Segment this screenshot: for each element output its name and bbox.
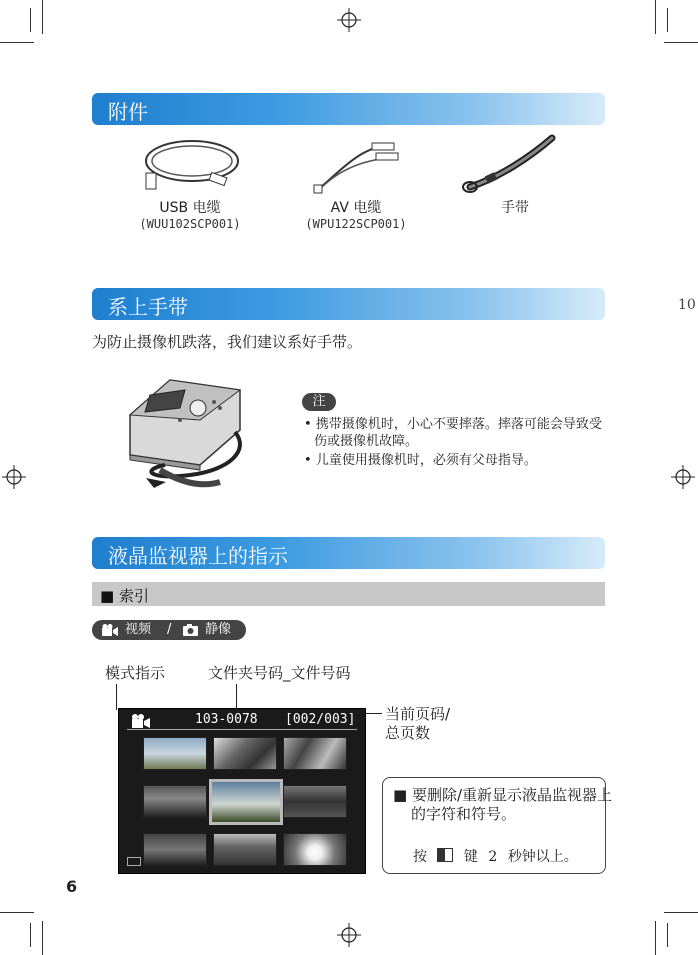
crop-mark — [30, 923, 31, 947]
mode-tab — [92, 620, 246, 640]
mode-tab-separator: / — [167, 622, 172, 637]
wrist-strap-icon — [460, 132, 560, 197]
page-indicator: [002/003] — [285, 712, 356, 727]
crop-mark — [0, 42, 34, 43]
section-header-lcd — [92, 537, 605, 569]
thumbnail[interactable] — [143, 737, 207, 770]
accessory-code: (WUU102SCP001) — [139, 217, 241, 231]
note-badge: 注 — [302, 393, 336, 411]
note-item: • 携带摄像机时，小心不要摔落。摔落可能会导致受伤或摄像机故障。 — [304, 417, 602, 449]
video-mode-icon — [102, 624, 118, 636]
note-item: • 儿童使用摄像机时，必须有父母指导。 — [304, 453, 537, 468]
registration-mark-icon — [671, 465, 695, 489]
crop-mark — [30, 8, 31, 32]
registration-mark-icon — [2, 465, 26, 489]
video-mode-icon — [131, 714, 151, 728]
accessory-code: (WPU122SCP001) — [305, 217, 407, 231]
mode-tab-still: 静像 — [205, 622, 232, 637]
callout-line — [236, 684, 237, 710]
thumbnail[interactable] — [283, 833, 347, 866]
thumbnail[interactable] — [213, 737, 277, 770]
callout-line — [116, 684, 117, 710]
accessory-name: AV 电缆 — [330, 200, 382, 216]
tip-heading: ■ 要删除/重新显示液晶监视器上的字符和符号。 — [393, 786, 612, 823]
accessory-name: USB 电缆 — [159, 200, 221, 216]
tip-box — [382, 777, 612, 874]
crop-mark — [664, 42, 698, 43]
callout-page: 当前页码/ 总页数 — [385, 705, 451, 742]
thumbnail-selected[interactable] — [209, 779, 283, 825]
camera-mode-icon — [183, 624, 198, 636]
callout-folder-file: 文件夹号码_文件号码 — [208, 664, 351, 682]
side-page-number: 10 — [678, 297, 696, 313]
crop-mark — [655, 0, 656, 34]
thumbnail[interactable] — [213, 833, 277, 866]
subsection-header — [92, 582, 605, 606]
registration-mark-icon — [337, 923, 361, 947]
crop-mark — [42, 921, 43, 955]
page-number: 6 — [66, 877, 78, 896]
lcd-screen — [118, 708, 366, 874]
usb-cable-icon — [138, 135, 246, 195]
thumbnail[interactable] — [143, 833, 207, 866]
crop-mark — [667, 8, 668, 32]
tip-instruction: 按 键 2 秒钟以上。 — [413, 849, 578, 865]
camera-with-strap-illustration — [110, 370, 250, 500]
subsection-title: ■ 索引 — [100, 587, 149, 605]
section-title: 液晶监视器上的指示 — [108, 544, 288, 568]
crop-mark — [42, 0, 43, 34]
display-key-icon — [437, 848, 453, 862]
crop-mark — [0, 912, 34, 913]
crop-mark — [664, 912, 698, 913]
section-title: 附件 — [108, 100, 148, 124]
thumbnail[interactable] — [283, 737, 347, 770]
crop-mark — [655, 921, 656, 955]
registration-mark-icon — [337, 8, 361, 32]
section-header-accessories — [92, 93, 605, 125]
av-cable-icon — [310, 135, 400, 195]
callout-mode: 模式指示 — [105, 664, 166, 682]
crop-mark — [667, 923, 668, 947]
mode-tab-video: 视频 — [125, 622, 152, 637]
thumbnail[interactable] — [143, 785, 207, 818]
strap-intro-text: 为防止摄像机跌落，我们建议系好手带。 — [92, 333, 363, 351]
battery-icon — [127, 857, 141, 866]
file-number: 103-0078 — [195, 712, 258, 727]
section-header-strap — [92, 288, 605, 320]
thumbnail[interactable] — [283, 785, 347, 818]
accessory-name: 手带 — [501, 200, 529, 216]
divider — [127, 729, 357, 730]
section-title: 系上手带 — [108, 295, 188, 319]
